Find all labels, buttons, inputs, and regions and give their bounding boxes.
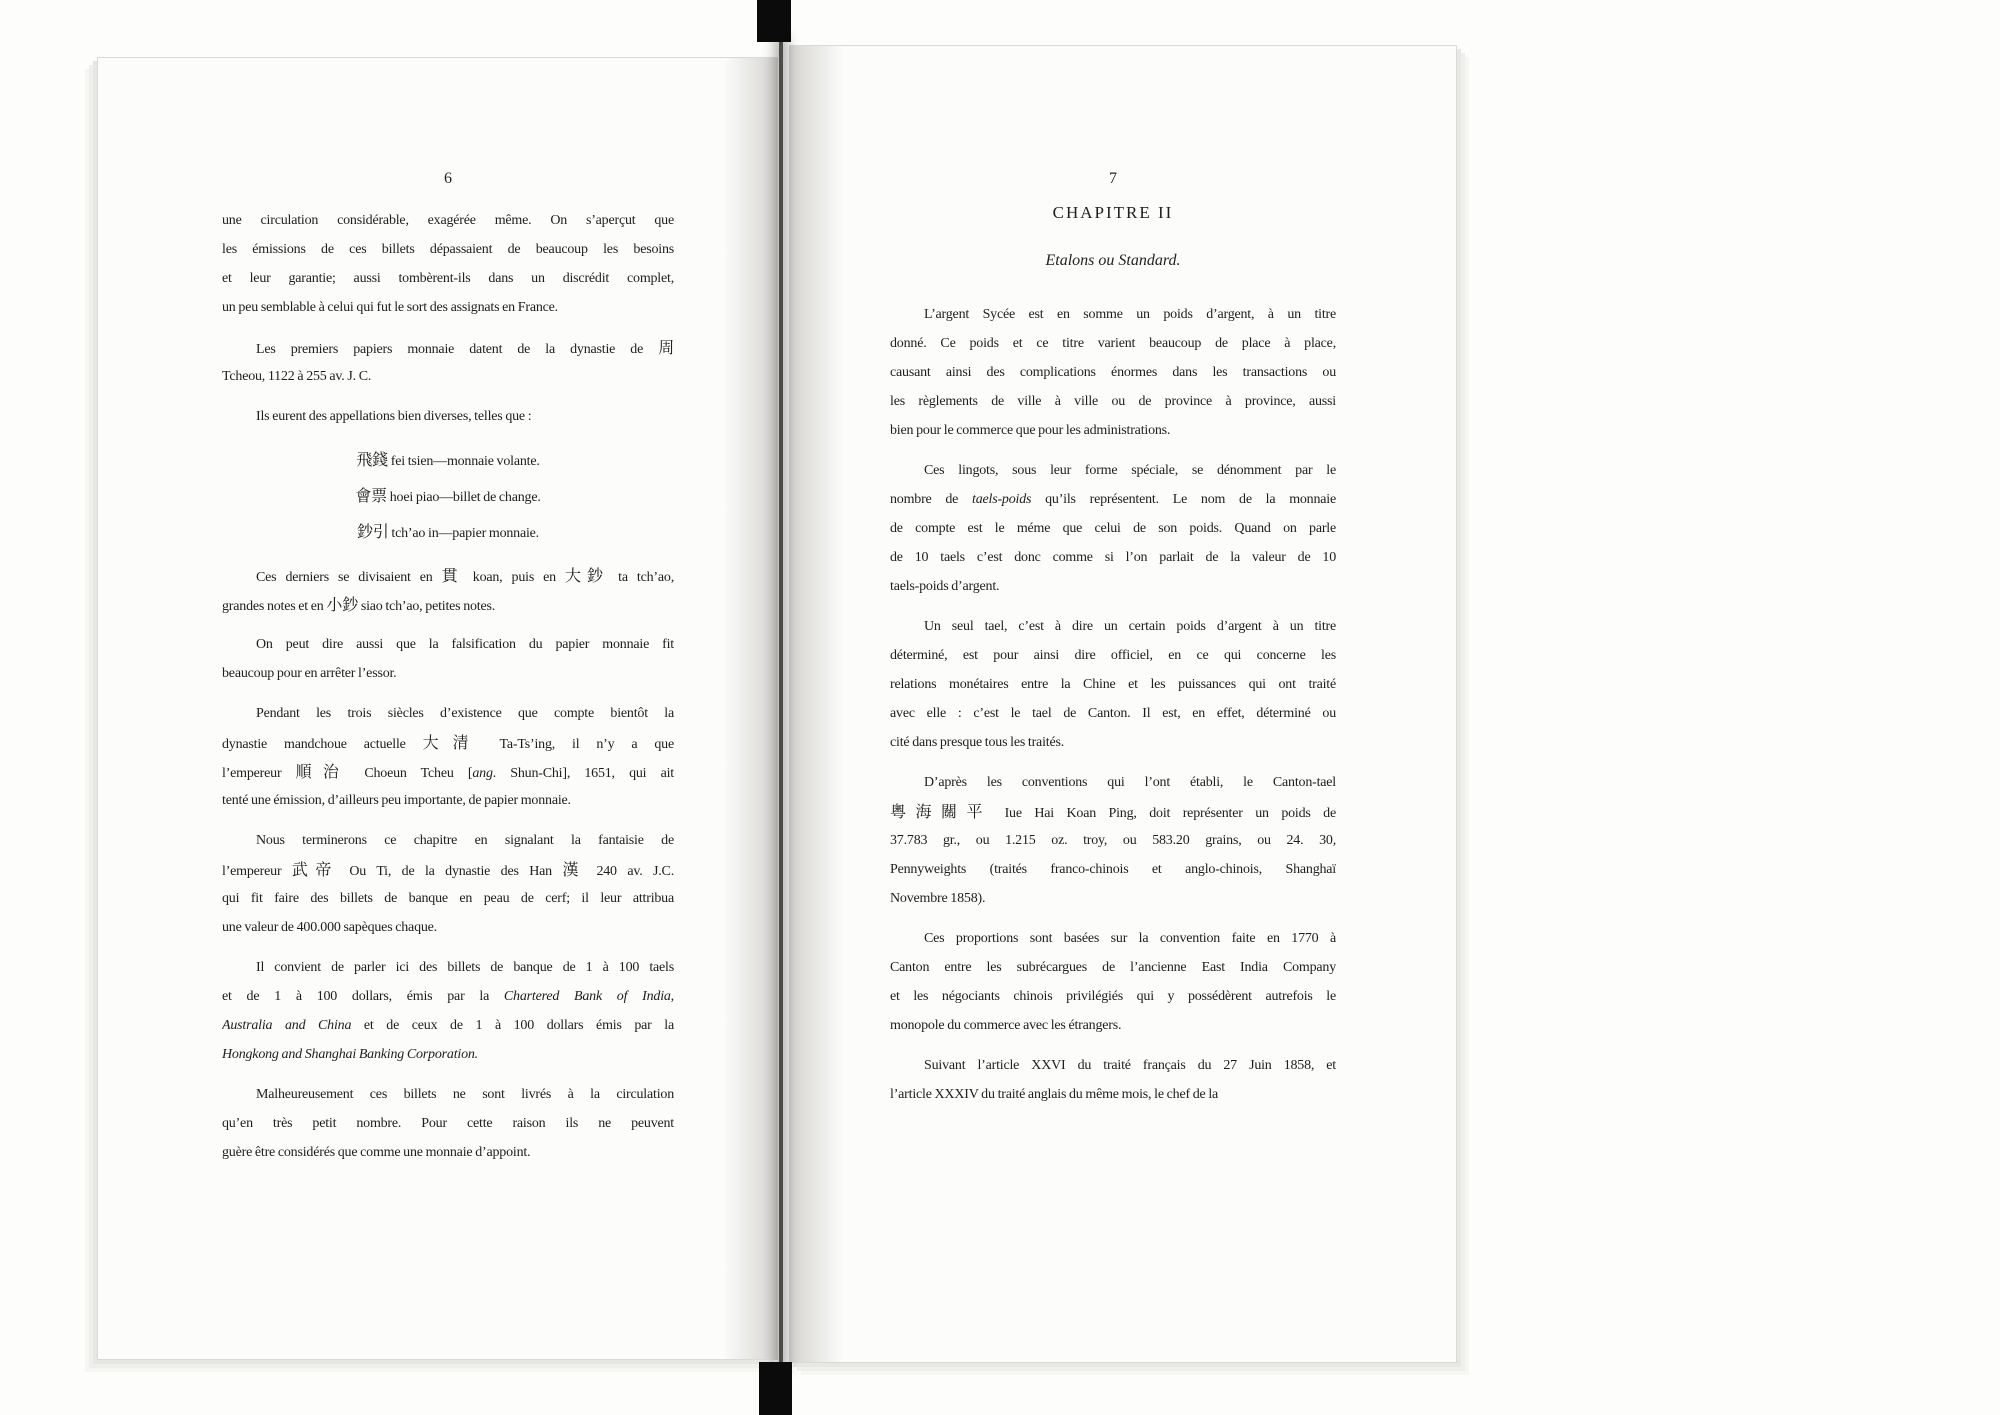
text-run: et de ceux de 1 à 100 dollars émis par la <box>351 1018 674 1033</box>
text-line <box>890 543 1336 572</box>
chinese-characters: 順治 <box>295 762 351 781</box>
paragraph <box>890 612 1336 757</box>
text-run: une circulation considérable, exagérée même. On s’aperçut que <box>222 213 674 228</box>
text-line <box>222 630 674 659</box>
text-run: On peut dire aussi que la falsification du papier monnaie fit <box>256 637 674 652</box>
text-run: taels-poids d’argent. <box>890 579 1000 594</box>
chinese-characters: 漢 <box>562 860 586 879</box>
text-line <box>222 442 674 478</box>
paragraph <box>222 402 674 431</box>
text-run: les règlements de ville à ville ou de province à province, aussi <box>890 394 1336 409</box>
text-run: nombre de <box>890 492 973 507</box>
text-run: bien pour le commerce que pour les administrations. <box>890 423 1171 438</box>
text-run: tch’ao in—papier monnaie. <box>388 526 539 541</box>
text-run: l’empereur <box>222 766 296 781</box>
text-line <box>890 826 1336 855</box>
text-run: et leur garantie; aussi tombèrent-ils dans un discrédit complet, <box>222 271 674 286</box>
text-line <box>222 362 674 391</box>
text-run: l’article XXXIV du traité anglais du même mois, le chef de la <box>890 1087 1219 1102</box>
chinese-characters: 大清 <box>422 733 483 752</box>
paragraph <box>222 699 674 815</box>
text-line <box>222 293 674 322</box>
text-line <box>890 612 1336 641</box>
text-line <box>222 514 674 550</box>
paragraph <box>890 768 1336 913</box>
text-line <box>890 884 1336 913</box>
text-line <box>890 485 1336 514</box>
page-number-left: 6 <box>444 170 452 187</box>
italic-text: ang <box>472 766 493 781</box>
paragraph <box>222 206 674 322</box>
text-run: Il convient de parler ici des billets de banque de 1 à 100 taels <box>256 960 674 975</box>
text-run: de compte est le méme que celui de son poids. Quand on parle <box>890 521 1336 536</box>
text-run: et de 1 à 100 dollars, émis par la <box>222 989 504 1004</box>
text-line <box>890 924 1336 953</box>
chinese-characters: 貫 <box>441 566 464 585</box>
text-line <box>890 1080 1336 1109</box>
italic-text: Australia and China <box>222 1018 352 1033</box>
paragraph <box>222 561 674 619</box>
text-line <box>222 757 674 786</box>
text-run: dynastie mandchoue actuelle <box>222 737 423 752</box>
text-run: avec elle : c’est le tael de Canton. Il est, en effet, déterminé ou <box>890 706 1336 721</box>
text-run: Ta-Ts’ing, il n’y a que <box>482 737 674 752</box>
text-run: 240 av. J.C. <box>585 864 674 879</box>
text-run: guère être considérés que comme une monnaie d’appoint. <box>222 1145 531 1160</box>
paragraph <box>222 442 674 550</box>
text-run: 37.783 gr., ou 1.215 oz. troy, ou 583.20 grains, ou 24. 30, <box>890 833 1336 848</box>
text-line <box>222 1040 674 1069</box>
paragraph <box>222 826 674 942</box>
text-line <box>222 478 674 514</box>
chinese-characters: 會票 <box>355 486 387 505</box>
binding-bottom <box>759 1362 792 1415</box>
text-run: Ces derniers se divisaient en <box>256 570 442 585</box>
text-run: tenté une émission, d’ailleurs peu importante, de papier monnaie. <box>222 793 571 808</box>
text-run: cité dans presque tous les traités. <box>890 735 1065 750</box>
binding-top <box>757 0 791 42</box>
text-line <box>890 855 1336 884</box>
text-run: Choeun Tcheu [ <box>350 766 473 781</box>
text-line <box>890 728 1336 757</box>
text-line <box>222 561 674 590</box>
text-run: Pennyweights (traités franco-chinois et anglo-chinois, Shanghaï <box>890 862 1336 877</box>
text-run: Malheureusement ces billets ne sont livrés à la circulation <box>256 1087 674 1102</box>
text-line <box>222 1138 674 1167</box>
text-run: ta tch’ao, <box>609 570 674 585</box>
text-line <box>890 300 1336 329</box>
text-line <box>890 358 1336 387</box>
text-run: qui fit faire des billets de banque en peau de cerf; il leur attribua <box>222 891 674 906</box>
text-run: Nous terminerons ce chapitre en signalant la fantaisie de <box>256 833 674 848</box>
text-run: Iue Hai Koan Ping, doit représenter un poids de <box>992 806 1336 821</box>
text-line <box>222 235 674 264</box>
chinese-characters: 大鈔 <box>565 566 610 585</box>
text-run: L’argent Sycée est en somme un poids d’argent, à un titre <box>924 307 1336 322</box>
text-run: siao tch’ao, petites notes. <box>358 599 496 614</box>
text-line <box>890 572 1336 601</box>
text-run: Canton entre les subrécargues de l’ancienne East India Company <box>890 960 1336 975</box>
text-run: fei tsien—monnaie volante. <box>387 454 540 469</box>
text-run: et les négociants chinois privilégiés qui y possédèrent autrefois le <box>890 989 1336 1004</box>
text-line <box>890 982 1336 1011</box>
text-line <box>222 699 674 728</box>
text-run: qu’en très petit nombre. Pour cette raison ils ne peuvent <box>222 1116 674 1131</box>
chinese-characters: 粵海關平 <box>890 802 993 821</box>
text-line <box>890 1051 1336 1080</box>
section-subheading: Etalons ou Standard. <box>1045 252 1181 269</box>
left-text-column <box>222 206 674 1178</box>
chinese-characters: 武帝 <box>291 860 339 879</box>
text-line <box>890 641 1336 670</box>
text-line <box>222 982 674 1011</box>
right-text-column <box>890 300 1336 1120</box>
text-run: D’après les conventions qui l’ont établi, le Canton-tael <box>924 775 1336 790</box>
text-line <box>890 387 1336 416</box>
text-run: Un seul tael, c’est à dire un certain poids d’argent à un titre <box>924 619 1336 634</box>
text-line <box>222 855 674 884</box>
paragraph <box>222 1080 674 1167</box>
text-run: monopole du commerce avec les étrangers. <box>890 1018 1122 1033</box>
text-line <box>890 953 1336 982</box>
text-run: une valeur de 400.000 sapèques chaque. <box>222 920 437 935</box>
text-run: koan, puis en <box>463 570 565 585</box>
text-line <box>222 913 674 942</box>
text-line <box>222 884 674 913</box>
text-line <box>222 659 674 688</box>
text-run: les émissions de ces billets dépassaient de beaucoup les besoins <box>222 242 674 257</box>
text-line <box>890 670 1336 699</box>
text-run: Ils eurent des appellations bien diverses, telles que : <box>256 409 532 424</box>
text-line <box>222 953 674 982</box>
text-line <box>222 590 674 619</box>
text-line <box>890 416 1336 445</box>
text-line <box>890 456 1336 485</box>
text-run: causant ainsi des complications énormes dans les transactions ou <box>890 365 1336 380</box>
book-gutter <box>779 40 783 1366</box>
chinese-characters: 飛錢 <box>356 450 388 469</box>
text-line <box>222 826 674 855</box>
text-line <box>890 797 1336 826</box>
text-line <box>222 206 674 235</box>
text-run: hoei piao—billet de change. <box>386 490 541 505</box>
text-run: de 10 taels c’est donc comme si l’on parlait de la valeur de 10 <box>890 550 1336 565</box>
italic-text: Hongkong and Shanghai Banking Corporation. <box>222 1047 478 1062</box>
chinese-characters: 周 <box>658 338 674 357</box>
text-line <box>222 1109 674 1138</box>
text-line <box>222 333 674 362</box>
paragraph <box>222 630 674 688</box>
text-line <box>222 786 674 815</box>
text-run: Les premiers papiers monnaie datent de la dynastie de <box>256 342 659 357</box>
italic-text: taels-poids <box>972 492 1032 507</box>
text-run: Ces lingots, sous leur forme spéciale, se dénomment par le <box>924 463 1336 478</box>
text-line <box>890 1011 1336 1040</box>
text-line <box>890 768 1336 797</box>
text-run: l’empereur <box>222 864 292 879</box>
paragraph <box>890 924 1336 1040</box>
text-line <box>890 514 1336 543</box>
paragraph <box>222 953 674 1069</box>
text-run: Novembre 1858). <box>890 891 986 906</box>
text-run: qu’ils représentent. Le nom de la monnaie <box>1031 492 1336 507</box>
text-run: . Shun-Chi], 1651, qui ait <box>492 766 674 781</box>
page-number-right: 7 <box>1109 170 1117 187</box>
text-line <box>890 329 1336 358</box>
text-line <box>222 728 674 757</box>
paragraph <box>890 1051 1336 1109</box>
text-line <box>222 1011 674 1040</box>
chinese-characters: 小鈔 <box>326 595 359 614</box>
paragraph <box>222 333 674 391</box>
text-run: Pendant les trois siècles d’existence que compte bientôt la <box>256 706 674 721</box>
text-line <box>222 264 674 293</box>
paragraph <box>890 300 1336 445</box>
paragraph <box>890 456 1336 601</box>
text-run: beaucoup pour en arrêter l’essor. <box>222 666 397 681</box>
text-run: donné. Ce poids et ce titre varient beaucoup de place à place, <box>890 336 1336 351</box>
text-run: un peu semblable à celui qui fut le sort des assignats en France. <box>222 300 558 315</box>
italic-text: Chartered Bank of India, <box>503 989 674 1004</box>
text-run: relations monétaires entre la Chine et les puissances qui ont traité <box>890 677 1336 692</box>
text-run: grandes notes et en <box>222 599 327 614</box>
text-run: Tcheou, 1122 à 255 av. J. C. <box>222 369 372 384</box>
text-run: déterminé, est pour ainsi dire officiel, en ce qui concerne les <box>890 648 1336 663</box>
chapter-heading: CHAPITRE II <box>1052 203 1174 222</box>
text-line <box>890 699 1336 728</box>
text-run: Suivant l’article XXVI du traité français du 27 Juin 1858, et <box>924 1058 1336 1073</box>
text-run: Ou Ti, de la dynastie des Han <box>338 864 563 879</box>
chinese-characters: 鈔引 <box>357 522 389 541</box>
text-line <box>222 1080 674 1109</box>
text-run: Ces proportions sont basées sur la convention faite en 1770 à <box>924 931 1336 946</box>
text-line <box>222 402 674 431</box>
